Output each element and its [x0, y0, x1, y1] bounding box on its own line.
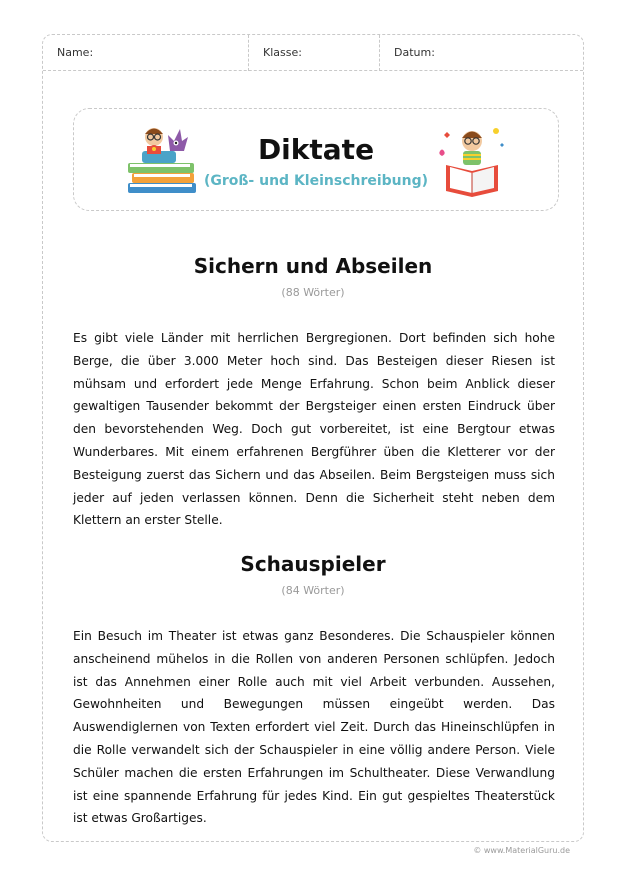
klasse-label: Klasse: — [263, 46, 302, 59]
word-count-2: (84 Wörter) — [281, 584, 345, 597]
klasse-field[interactable] — [249, 35, 380, 71]
datum-label: Datum: — [394, 46, 435, 59]
worksheet-title: Diktate — [257, 133, 375, 166]
datum-field[interactable] — [380, 35, 585, 71]
title-banner — [73, 108, 559, 211]
name-field[interactable] — [43, 35, 249, 71]
copyright-notice: © www.MaterialGuru.de — [473, 846, 570, 855]
student-info-row — [43, 35, 583, 71]
worksheet-subtitle: (Groß- und Kleinschreibung) — [203, 173, 429, 189]
word-count-1: (88 Wörter) — [281, 286, 345, 299]
section-title-1: Sichern und Abseilen — [193, 254, 433, 278]
name-label: Name: — [57, 46, 94, 59]
child-with-open-book-icon — [430, 121, 514, 199]
worksheet-frame — [42, 34, 584, 842]
section-title-2: Schauspieler — [240, 552, 386, 576]
dictation-text-1: Es gibt viele Länder mit herrlichen Bergregionen. Dort befinden sich hohe Berge, die über 3.000 Meter hoch sind. Das Besteigen dieser Riesen ist mühsam und erfordert jede Menge Erfahrung. Schon beim Anblick dieser gewaltigen Tausender bekommt der Bergsteiger einen ersten Eindruck über den bevorstehenden Weg. Doch gut vorbereitet, ist eine Bergtour etwas Wunderbares. Mit einem erfahrenen Bergführer üben die Kletterer vor der Besteigung zuerst das Sichern und das Abseilen. Beim Bergsteigen muss sich jeder auf jeden verlassen können. Denn die Sicherheit steht neben dem Klettern an erster Stelle. — [73, 331, 555, 528]
dictation-text-2: Ein Besuch im Theater ist etwas ganz Besonderes. Die Schauspieler können anscheinend mühelos in die Rollen von anderen Personen schlüpfen. Jedoch ist das Annehmen einer Rolle auch mit viel Arbeit verbunden. Aussehen, Gewohnheiten und Bewegungen müssen eingeübt werden. Das Auswendiglernen von Texten erfordert viel Zeit. Durch das Hineinschlüpfen in die Rolle verwandelt sich der Schauspieler in eine völlig andere Person. Viele Schüler machen die ersten Erfahrungen im Schultheater. Diese Verwandlung ist eine spannende Erfahrung für jedes Kind. Ein gut gespieltes Theaterstück ist etwas Großartiges. — [73, 629, 555, 826]
